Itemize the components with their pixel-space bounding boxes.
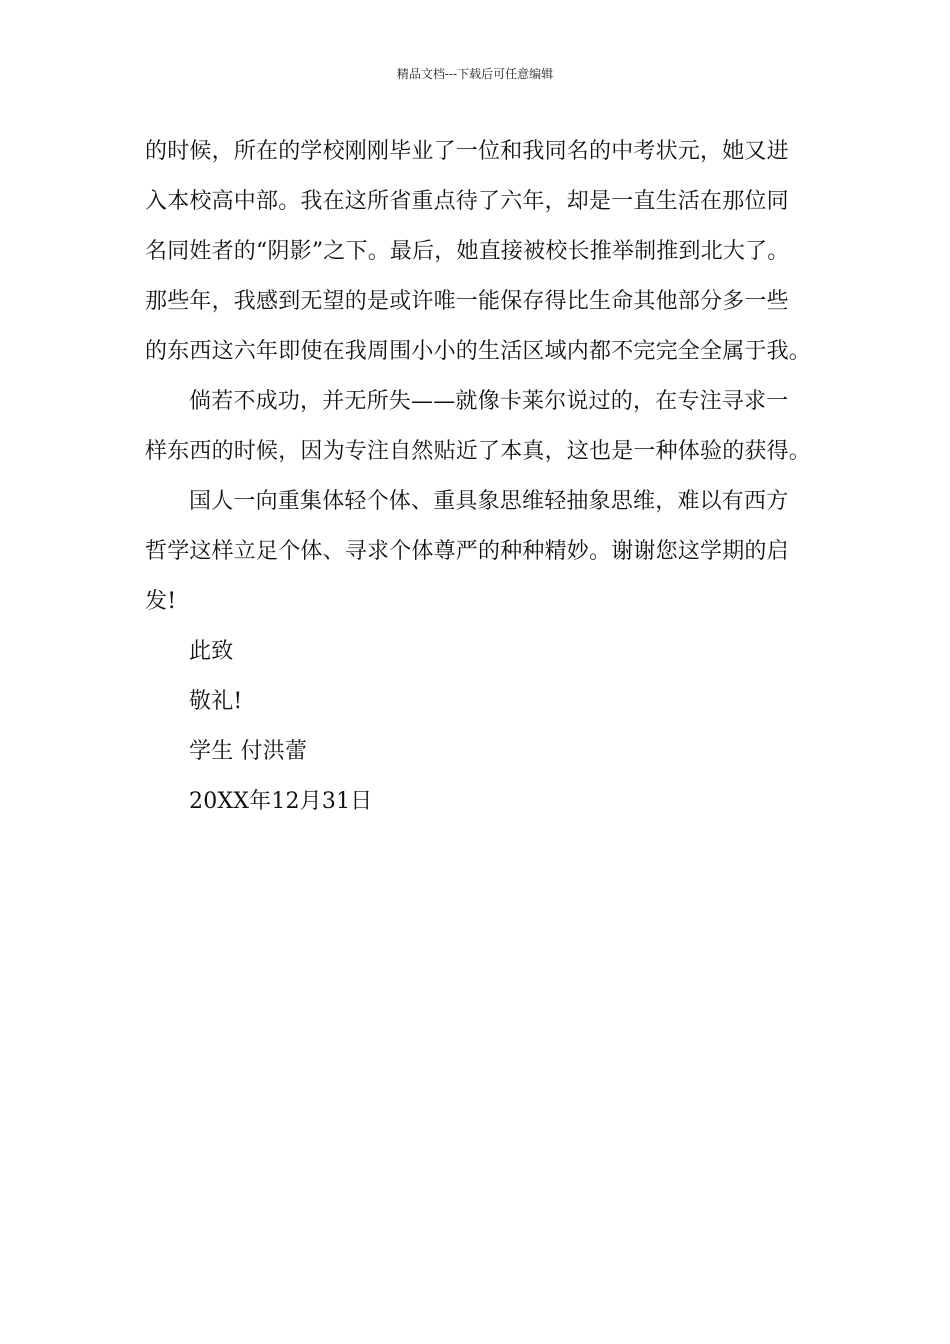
paragraph-2 [145,377,810,477]
text-line: 的时候，所在的学校刚刚毕业了一位和我同名的中考状元，她又进 [145,139,789,164]
text-line: 入本校高中部。我在这所省重点待了六年，却是一直生活在那位同 [145,189,789,214]
text-line: 哲学这样立足个体、寻求个体尊严的种种精妙。谢谢您这学期的启 [145,539,789,564]
text-line: 国人一向重集体轻个体、重具象思维轻抽象思维，难以有西方 [189,489,789,514]
closing [145,627,810,827]
text-line: 的东西这六年即使在我周围小小的生活区域内都不完完全全属于我。 [145,339,812,364]
signature: 学生 付洪蕾 [189,739,308,764]
regards: 敬礼! [189,689,243,714]
text-line: 发! [145,589,177,614]
paragraph-1 [145,127,810,377]
letter-body [145,127,810,827]
text-line: 样东西的时候，因为专注自然贴近了本真，这也是一种体验的获得。 [145,439,812,464]
text-line: 名同姓者的“阴影”之下。最后，她直接被校长推举制推到北大了。 [145,239,790,264]
letter-date: 20XX年12月31日 [189,789,373,814]
salutation: 此致 [189,639,234,664]
text-line: 那些年，我感到无望的是或许唯一能保存得比生命其他部分多一些 [145,289,789,314]
page-header: 精品文档---下载后可任意编辑 [396,67,554,81]
text-line: 倘若不成功，并无所失——就像卡莱尔说过的，在专注寻求一 [189,389,789,414]
paragraph-3 [145,477,810,627]
